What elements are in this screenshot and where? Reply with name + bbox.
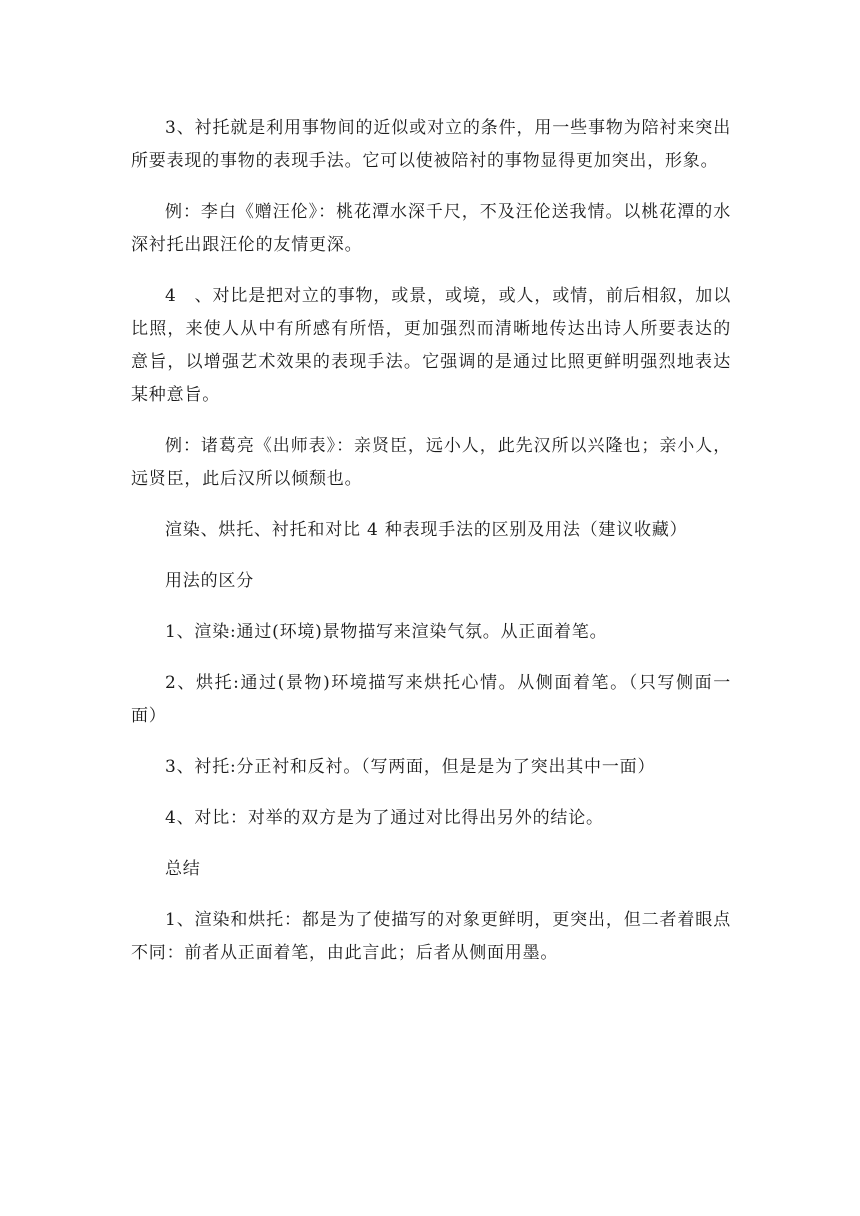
usage-item-contrast: 4、对比：对举的双方是为了通过对比得出另外的结论。 xyxy=(165,808,604,828)
paragraph-comparison-example: 例：诸葛亮《出师表》：亲贤臣，远小人，此先汉所以兴隆也；亲小人，远贤臣，此后汉所以倾颓也。 xyxy=(131,436,731,489)
section-heading-usage: 用法的区分 xyxy=(165,571,254,591)
paragraph-comparison-definition: 4 、对比是把对立的事物，或景，或境，或人，或情，前后相叙，加以比照，来使人从中有所感有所悟，更加强烈而清晰地传达出诗人所要表达的意旨，以增强艺术效果的表现手法。它强调的是通过比照更鲜明强烈地表达某种意旨。 xyxy=(131,286,731,405)
usage-item-setting-off: 2、烘托:通过(景物)环境描写来烘托心情。从侧面着笔。（只写侧面一面） xyxy=(131,673,731,726)
section-heading-techniques: 渲染、烘托、衬托和对比 4 种表现手法的区别及用法（建议收藏） xyxy=(165,520,688,540)
document-body xyxy=(131,112,731,988)
paragraph-contrast-definition: 3、衬托就是利用事物间的近似或对立的条件，用一些事物为陪衬来突出所要表现的事物的表现手法。它可以使被陪衬的事物显得更加突出，形象。 xyxy=(131,118,731,171)
usage-item-rendering: 1、渲染:通过(环境)景物描写来渲染气氛。从正面着笔。 xyxy=(165,622,608,642)
paragraph-contrast-example: 例：李白《赠汪伦》：桃花潭水深千尺，不及汪伦送我情。以桃花潭的水深衬托出跟汪伦的友情更深。 xyxy=(131,202,731,255)
usage-item-foil: 3、衬托:分正衬和反衬。（写两面，但是是为了突出其中一面） xyxy=(165,757,656,777)
summary-item-rendering-setting-off: 1、渲染和烘托：都是为了使描写的对象更鲜明，更突出，但二者着眼点不同：前者从正面着笔，由此言此；后者从侧面用墨。 xyxy=(131,910,731,963)
section-heading-summary: 总结 xyxy=(165,859,201,879)
